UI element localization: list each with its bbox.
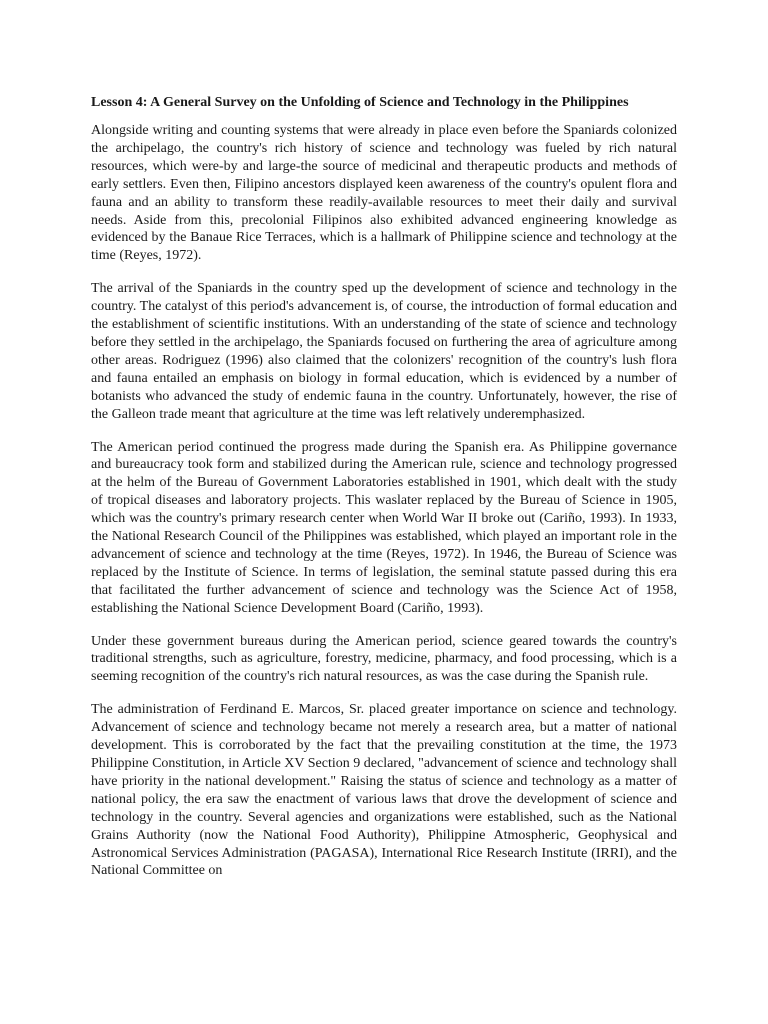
paragraph-american-period: The American period continued the progress made during the Spanish era. As Philippine governance and bureaucracy took form and stabilized during the American rule, science and technology progressed at the helm of the Bureau of Government Laboratories established in 1901, which dealt with the study of tropical diseases and laboratory projects. This waslater replaced by the Bureau of Science in 1905, which was the country's primary research center when World War II broke out (Cariño, 1993). In 1933, the National Research Council of the Philippines was established, which played an important role in the advancement of science and technology at the time (Reyes, 1972). In 1946, the Bureau of Science was replaced by the Institute of Science. In terms of legislation, the seminal statute passed during this era that facilitated the further advancement of science and technology was the Science Act of 1958, establishing the National Science Development Board (Cariño, 1993). (91, 439, 677, 616)
paragraph-government-bureaus: Under these government bureaus during the American period, science geared towards the country's traditional strengths, such as agriculture, forestry, medicine, pharmacy, and food processing, which is a seeming recognition of the country's rich natural resources, as was the case during the Spanish rule. (91, 633, 677, 685)
paragraph-precolonial: Alongside writing and counting systems that were already in place even before the Spaniards colonized the archipelago, the country's rich history of science and technology was fueled by rich natural resources, which were-by and large-the source of medicinal and therapeutic products and methods of early settlers. Even then, Filipino ancestors displayed keen awareness of the country's opulent flora and fauna and an ability to transform these readily-available resources to meet their daily and survival needs. Aside from this, precolonial Filipinos also exhibited advanced engineering knowledge as evidenced by the Banaue Rice Terraces, which is a hallmark of Philippine science and technology at the time (Reyes, 1972). (91, 123, 677, 264)
document-page (91, 94, 677, 895)
paragraph-spanish-era: The arrival of the Spaniards in the country sped up the development of science and technology in the country. The catalyst of this period's advancement is, of course, the introduction of formal education and the establishment of scientific institutions. With an understanding of the state of science and technology before they settled in the archipelago, the Spaniards focused on furthering the area of agriculture among other areas. Rodriguez (1996) also claimed that the colonizers' recognition of the country's lush flora and fauna entailed an emphasis on biology in formal education, which is evidenced by a number of botanists who advanced the study of endemic fauna in the country. Unfortunately, however, the rise of the Galleon trade meant that agriculture at the time was left relatively underemphasized. (91, 281, 677, 422)
lesson-title: Lesson 4: A General Survey on the Unfolding of Science and Technology in the Philippines (91, 95, 629, 110)
paragraph-marcos-administration: The administration of Ferdinand E. Marcos, Sr. placed greater importance on science and technology. Advancement of science and technology became not merely a research area, but a matter of national development. This is corroborated by the fact that the prevailing constitution at the time, the 1973 Philippine Constitution, in Article XV Section 9 declared, "advancement of science and technology shall have priority in the national development." Raising the status of science and technology as a matter of national policy, the era saw the enactment of various laws that drove the development of science and technology in the country. Several agencies and organizations were established, such as the National Grains Authority (now the National Food Authority), Philippine Atmospheric, Geophysical and Astronomical Services Administration (PAGASA), International Rice Research Institute (IRRI), and the National Committee on (91, 702, 677, 879)
